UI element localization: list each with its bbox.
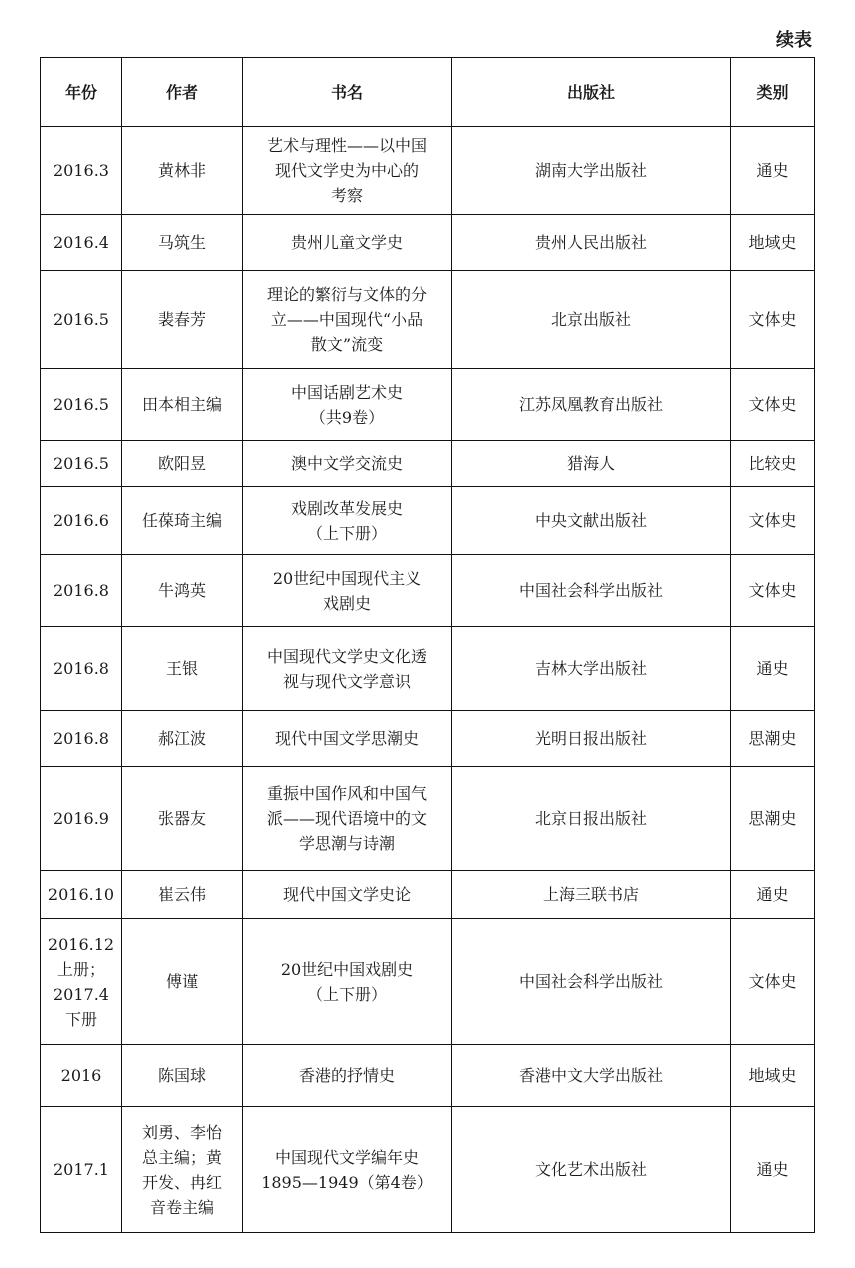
category-text: 地域史 xyxy=(748,233,797,252)
cell-year xyxy=(41,441,122,487)
author-text: 王银 xyxy=(165,659,198,678)
cell-year xyxy=(41,271,122,369)
year-text: 2016.8 xyxy=(53,659,109,678)
header-author: 作者 xyxy=(122,58,243,127)
title-text: 香港的抒情史 xyxy=(298,1066,395,1085)
year-text: 2016.10 xyxy=(47,885,115,904)
cell-author xyxy=(122,555,243,627)
header-title: 书名 xyxy=(243,58,452,127)
category-text: 思潮史 xyxy=(748,729,797,748)
cell-publisher xyxy=(452,369,731,441)
cell-publisher xyxy=(452,215,731,271)
category-text: 文体史 xyxy=(748,310,797,329)
cell-category xyxy=(731,1045,815,1107)
publisher-text: 光明日报出版社 xyxy=(534,729,647,748)
table-row xyxy=(41,627,815,711)
publisher-text: 北京日报出版社 xyxy=(534,809,647,828)
cell-author xyxy=(122,215,243,271)
cell-publisher xyxy=(452,127,731,215)
cell-category xyxy=(731,767,815,871)
title-text: 20世纪中国戏剧史 （上下册） xyxy=(280,959,414,1004)
cell-publisher xyxy=(452,1045,731,1107)
author-text: 田本相主编 xyxy=(141,395,222,414)
title-text: 理论的繁衍与文体的分 立——中国现代“小品 散文”流变 xyxy=(266,285,427,354)
cell-category xyxy=(731,711,815,767)
publisher-text: 中国社会科学出版社 xyxy=(518,581,663,600)
year-text: 2016.3 xyxy=(53,161,109,180)
cell-publisher xyxy=(452,871,731,919)
cell-publisher xyxy=(452,919,731,1045)
title-text: 贵州儿童文学史 xyxy=(290,233,403,252)
cell-publisher xyxy=(452,1107,731,1233)
cell-publisher xyxy=(452,767,731,871)
table-body xyxy=(41,127,815,1233)
header-publisher: 出版社 xyxy=(452,58,731,127)
cell-year xyxy=(41,127,122,215)
cell-author xyxy=(122,711,243,767)
author-text: 刘勇、李怡 总主编；黄 开发、冉红 音卷主编 xyxy=(141,1122,222,1217)
publisher-text: 江苏凤凰教育出版社 xyxy=(518,395,663,414)
cell-category xyxy=(731,627,815,711)
year-text: 2016.9 xyxy=(53,809,109,828)
cell-title xyxy=(243,1045,452,1107)
year-text: 2016.6 xyxy=(53,511,109,530)
title-text: 中国现代文学编年史 1895—1949（第4卷） xyxy=(261,1147,433,1192)
table-row xyxy=(41,1045,815,1107)
cell-year xyxy=(41,871,122,919)
table-row xyxy=(41,711,815,767)
publisher-text: 中央文献出版社 xyxy=(534,511,647,530)
cell-author xyxy=(122,369,243,441)
year-text: 2016.5 xyxy=(53,310,109,329)
cell-category xyxy=(731,441,815,487)
title-text: 澳中文学交流史 xyxy=(290,454,403,473)
category-text: 文体史 xyxy=(748,972,797,991)
cell-category xyxy=(731,271,815,369)
author-text: 郝江波 xyxy=(157,729,206,748)
author-text: 崔云伟 xyxy=(157,885,206,904)
category-text: 文体史 xyxy=(748,511,797,530)
table-row xyxy=(41,1107,815,1233)
cell-title xyxy=(243,555,452,627)
year-text: 2017.1 xyxy=(53,1160,109,1179)
cell-author xyxy=(122,627,243,711)
cell-publisher xyxy=(452,441,731,487)
publisher-text: 上海三联书店 xyxy=(542,885,639,904)
cell-title xyxy=(243,711,452,767)
cell-title xyxy=(243,127,452,215)
author-text: 任葆琦主编 xyxy=(141,511,222,530)
cell-year xyxy=(41,919,122,1045)
title-text: 戏剧改革发展史 （上下册） xyxy=(290,498,403,543)
title-text: 20世纪中国现代主义 戏剧史 xyxy=(272,568,422,613)
cell-author xyxy=(122,871,243,919)
cell-author xyxy=(122,767,243,871)
author-text: 张器友 xyxy=(157,809,206,828)
cell-title xyxy=(243,871,452,919)
cell-category xyxy=(731,555,815,627)
cell-year xyxy=(41,369,122,441)
cell-year xyxy=(41,1107,122,1233)
table-row xyxy=(41,127,815,215)
cell-category xyxy=(731,487,815,555)
cell-title xyxy=(243,919,452,1045)
cell-category xyxy=(731,919,815,1045)
cell-publisher xyxy=(452,271,731,369)
cell-title xyxy=(243,1107,452,1233)
publisher-text: 香港中文大学出版社 xyxy=(518,1066,663,1085)
cell-publisher xyxy=(452,711,731,767)
cell-category xyxy=(731,127,815,215)
table-header-row xyxy=(41,58,815,127)
cell-author xyxy=(122,1045,243,1107)
publisher-text: 文化艺术出版社 xyxy=(534,1160,647,1179)
publisher-text: 湖南大学出版社 xyxy=(534,161,647,180)
cell-category xyxy=(731,215,815,271)
year-text: 2016.8 xyxy=(53,581,109,600)
cell-publisher xyxy=(452,627,731,711)
cell-title xyxy=(243,487,452,555)
cell-year xyxy=(41,711,122,767)
publisher-text: 猎海人 xyxy=(566,454,615,473)
year-text: 2016.5 xyxy=(53,395,109,414)
year-text: 2016.12 上册； 2017.4 下册 xyxy=(47,934,115,1029)
cell-publisher xyxy=(452,487,731,555)
continued-table-label: 续表 xyxy=(776,30,812,51)
author-text: 欧阳昱 xyxy=(157,454,206,473)
year-text: 2016.5 xyxy=(53,454,109,473)
cell-title xyxy=(243,215,452,271)
cell-category xyxy=(731,369,815,441)
year-text: 2016.8 xyxy=(53,729,109,748)
publisher-text: 吉林大学出版社 xyxy=(534,659,647,678)
author-text: 裴春芳 xyxy=(157,310,206,329)
year-text: 2016 xyxy=(60,1066,102,1085)
cell-author xyxy=(122,127,243,215)
title-text: 艺术与理性——以中国 现代文学史为中心的 考察 xyxy=(266,136,427,205)
cell-title xyxy=(243,271,452,369)
category-text: 通史 xyxy=(756,161,789,180)
title-text: 现代中国文学史论 xyxy=(282,885,411,904)
literary-history-table xyxy=(40,57,815,1233)
header-year: 年份 xyxy=(41,58,122,127)
cell-year xyxy=(41,487,122,555)
category-text: 通史 xyxy=(756,885,789,904)
header-category: 类别 xyxy=(731,58,815,127)
category-text: 文体史 xyxy=(748,395,797,414)
publisher-text: 北京出版社 xyxy=(550,310,631,329)
author-text: 陈国球 xyxy=(157,1066,206,1085)
table-row xyxy=(41,215,815,271)
author-text: 黄林非 xyxy=(157,161,206,180)
title-text: 中国话剧艺术史 （共9卷） xyxy=(290,382,403,427)
cell-author xyxy=(122,919,243,1045)
title-text: 现代中国文学思潮史 xyxy=(274,729,419,748)
cell-year xyxy=(41,627,122,711)
table-row xyxy=(41,919,815,1045)
table-row xyxy=(41,369,815,441)
table-row xyxy=(41,441,815,487)
category-text: 思潮史 xyxy=(748,809,797,828)
author-text: 牛鸿英 xyxy=(157,581,206,600)
cell-author xyxy=(122,1107,243,1233)
cell-title xyxy=(243,767,452,871)
cell-year xyxy=(41,215,122,271)
title-text: 中国现代文学史文化透 视与现代文学意识 xyxy=(266,646,427,691)
author-text: 马筑生 xyxy=(157,233,206,252)
cell-publisher xyxy=(452,555,731,627)
category-text: 文体史 xyxy=(748,581,797,600)
table-row xyxy=(41,487,815,555)
cell-title xyxy=(243,627,452,711)
cell-title xyxy=(243,369,452,441)
title-text: 重振中国作风和中国气 派——现代语境中的文 学思潮与诗潮 xyxy=(266,784,427,853)
cell-title xyxy=(243,441,452,487)
publisher-text: 中国社会科学出版社 xyxy=(518,972,663,991)
cell-author xyxy=(122,441,243,487)
table-row xyxy=(41,555,815,627)
publisher-text: 贵州人民出版社 xyxy=(534,233,647,252)
table-row xyxy=(41,871,815,919)
cell-author xyxy=(122,487,243,555)
cell-author xyxy=(122,271,243,369)
cell-category xyxy=(731,871,815,919)
author-text: 傅谨 xyxy=(165,972,198,991)
table-row xyxy=(41,271,815,369)
cell-year xyxy=(41,767,122,871)
cell-year xyxy=(41,555,122,627)
category-text: 通史 xyxy=(756,1160,789,1179)
year-text: 2016.4 xyxy=(53,233,109,252)
cell-category xyxy=(731,1107,815,1233)
category-text: 地域史 xyxy=(748,1066,797,1085)
category-text: 比较史 xyxy=(748,454,797,473)
table-row xyxy=(41,767,815,871)
category-text: 通史 xyxy=(756,659,789,678)
cell-year xyxy=(41,1045,122,1107)
